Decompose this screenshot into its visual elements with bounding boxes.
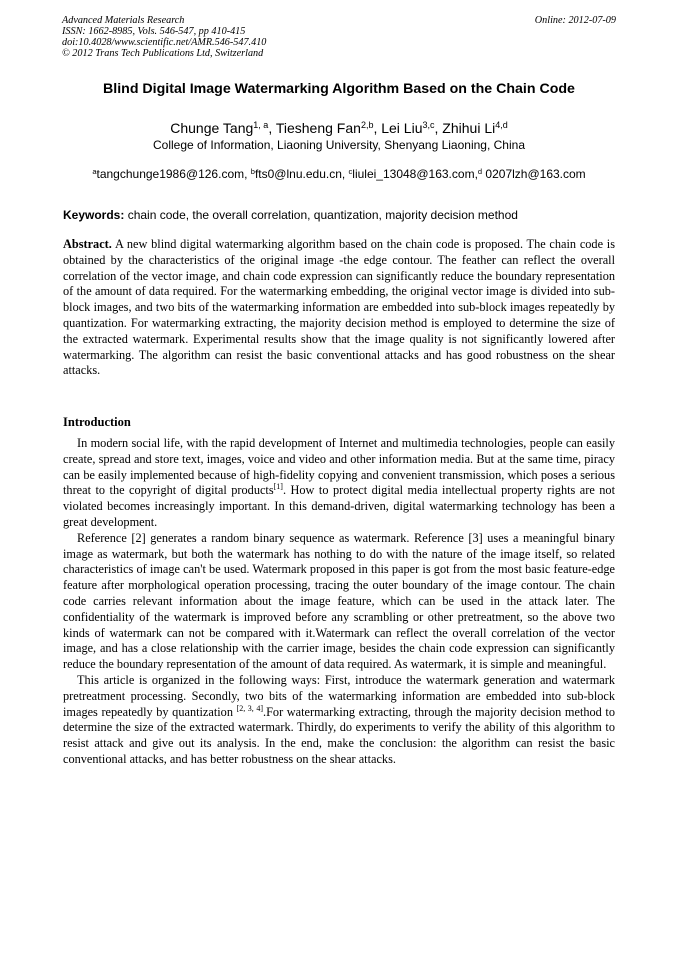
email-mark: d (477, 167, 483, 176)
email-address[interactable]: fts0@lnu.edu.cn (254, 167, 342, 181)
citation[interactable]: [1] (273, 482, 283, 492)
author-affil-mark: 1, a (253, 120, 269, 130)
paragraph (63, 436, 615, 531)
journal-issn: ISSN: 1662-8985, Vols. 546-547, pp 410-415 (62, 26, 246, 37)
abstract-text: A new blind digital watermarking algorithm based on the chain code is proposed. The chain code is obtained by the characteristics of the original image -the edge contour. The feather can reflect the overall correlation of the vector image, and chain code expression can significantly reduce the boundary representation of the amount of data required. For the watermarking embedding, the original vector image is divided into sub-block images, and two bits of the watermarking information are embedded into sub-block images repeatedly by quantization. For watermarking extracting, the majority decision method is employed to determine the size of the extracted watermark. Experimental results show that the image quality is not significantly lowered after watermarking. The algorithm can resist the basic conventional attacks and has good robustness on the shear attacks. (63, 237, 615, 378)
email-mark: a (92, 167, 97, 176)
abstract (63, 237, 615, 379)
introduction-body (63, 436, 615, 768)
journal-name: Advanced Materials Research (62, 15, 185, 26)
keywords-label: Keywords: (63, 208, 125, 222)
keywords (63, 208, 615, 223)
paragraph: Reference [2] generates a random binary sequence as watermark. Reference [3] uses a meaningful binary image as watermark, but both the watermark has nothing to do with the nature of the image itself, so related characteristics of image can't be used. Watermark proposed in this paper is got from the most basic feature-edge feature after morphological operation processing, tracing the outer boundary of the image contour. The chain code carries relevant information about the image feature, which can be used in the attack later. The confidentiality of the watermark is improved before any scrambling or other pretreatment, so the above two kinds of watermark can not be compared with it.Watermark can reflect the overall correlation of the vector image, and has a close relationship with the carrier image, besides the chain code expression can significantly reduce the boundary representation of the amount of data required. As watermark, it is simple and meaningful. (63, 530, 615, 672)
affiliation: College of Information, Liaoning University, Shenyang Liaoning, China (152, 138, 525, 152)
keywords-text: chain code, the overall correlation, quantization, majority decision method (127, 208, 518, 222)
citation[interactable]: [2, 3, 4] (236, 703, 264, 713)
email-address[interactable]: tangchunge1986@126.com (96, 167, 245, 181)
email-mark: b (250, 167, 255, 176)
abstract-label: Abstract. (63, 237, 112, 251)
author-name: Tiesheng Fan (275, 120, 361, 136)
paragraph-text: This article is organized in the following ways: First, introduce the watermark generation and watermark pretreatment processing. Secondly, two bits of the watermarking information are embedded into sub-block images repeatedly by quantization (63, 672, 615, 719)
paper-title: Blind Digital Image Watermarking Algorithm Based on the Chain Code (103, 81, 575, 97)
journal-copyright: © 2012 Trans Tech Publications Ltd, Switzerland (62, 48, 264, 59)
email-mark: c (348, 167, 353, 176)
paragraph (63, 673, 615, 768)
author-name: Chunge Tang (170, 120, 254, 136)
online-date: Online: 2012-07-09 (534, 15, 616, 26)
author-affil-mark: 2,b (360, 120, 374, 130)
author-list: Chunge Tang$^{1, a}$, Tiesheng Fan$^{2,b}$, Lei Liu$^{3,c}$, Zhihui Li$^{4,d}$ (170, 120, 508, 136)
author-name: Lei Liu (381, 120, 423, 136)
author-name: Zhihui Li (442, 120, 496, 136)
email-list: $^a$tangchunge1986@126.com, $^b$fts0@lnu.edu.cn, $^c$liulei_13048@163.com,$^d$ 0207lzh@163.com (92, 167, 586, 181)
email-address[interactable]: liulei_13048@163.com (352, 167, 475, 181)
author-affil-mark: 3,c (422, 120, 435, 130)
email-address[interactable]: 0207lzh@163.com (485, 167, 586, 181)
paragraph-text: In modern social life, with the rapid development of Internet and multimedia technologies, people can easily create, spread and store text, images, voice and video and other information media. But at the same time, piracy can be easily implemented because of high-fidelity copying and convenient transmission, which poses a serious threat to the copyright of digital products (63, 436, 615, 498)
paragraph-text: . How to protect digital media intellectual property rights are not violated becomes increasingly important. In this demand-driven, digital watermarking technology has been a great development. (63, 483, 615, 529)
journal-doi[interactable]: doi:10.4028/www.scientific.net/AMR.546-547.410 (62, 37, 267, 48)
paragraph-text: .For watermarking extracting, through the majority decision method to determine the size of the extracted watermark. Thirdly, do experiments to verify the ability of this algorithm to resist attack and give out its analysis. In the end, make the conclusion: the algorithm can resist the basic conventional attacks, and has better robustness on the shear attacks. (63, 704, 616, 766)
journal-header (62, 15, 266, 59)
section-heading-introduction: Introduction (63, 415, 131, 429)
author-affil-mark: 4,d (495, 120, 508, 130)
